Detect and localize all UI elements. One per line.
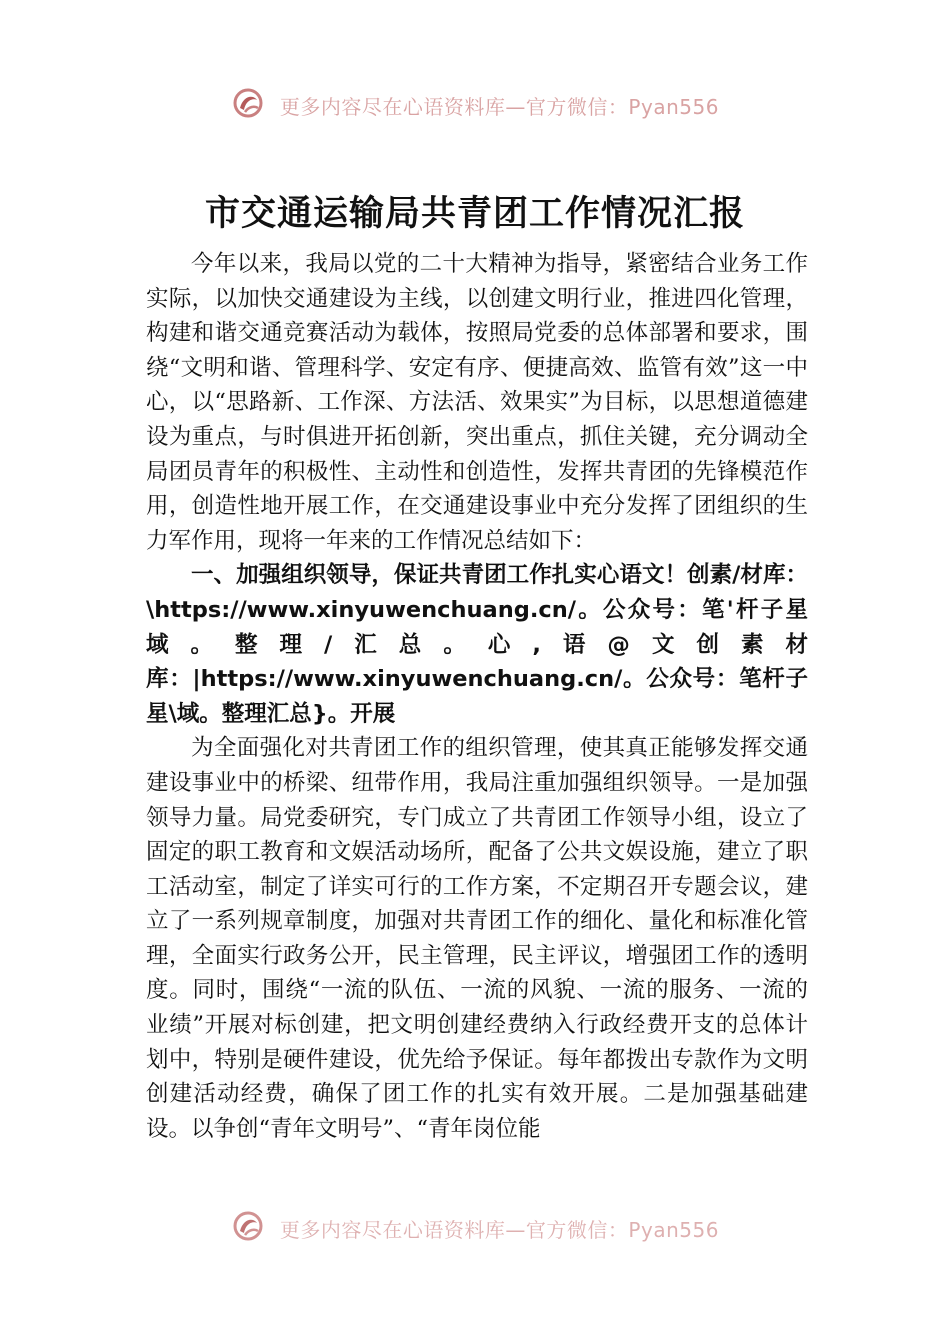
document-body (146, 247, 808, 1146)
section-1-paragraph: 为全面强化对共青团工作的组织管理，使其真正能够发挥交通建设事业中的桥梁、纽带作用，我局注重加强组织领导。一是加强领导力量。局党委研究，专门成立了共青团工作领导小组，设立了固定的职工教育和文娱活动场所，配备了公共文娱设施，建立了职工活动室，制定了详实可行的工作方案，不定期召开专题会议，建立了一系列规章制度，加强对共青团工作的细化、量化和标准化管理，全面实行政务公开，民主管理，民主评议，增强团工作的透明度。同时，围绕“一流的队伍、一流的风貌、一流的服务、一流的业绩”开展对标创建，把文明创建经费纳入行政经费开支的总体计划中，特别是硬件建设，优先给予保证。每年都拨出专款作为文明创建活动经费，确保了团工作的扎实有效开展。二是加强基础建设。以争创“青年文明号”、“青年岗位能 (146, 735, 808, 1142)
footer-watermark (0, 1209, 950, 1248)
watermark-text: 更多内容尽在心语资料库—官方微信：Pyan556 (279, 1218, 719, 1242)
swirl-logo-icon (231, 86, 265, 125)
watermark-text: 更多内容尽在心语资料库—官方微信：Pyan556 (279, 95, 719, 119)
section-heading-1: 一、加强组织领导，保证共青团工作扎实心语文！创素/材库：\https://www.xinyuwenchuang.cn/。公众号：笔'杆子星域。整理/汇总。心,语@文创素材库：|https://www.xinyuwenchuang.cn/。公众号：笔杆子星\域。整理汇总}。开展 (146, 562, 808, 727)
intro-paragraph: 今年以来，我局以党的二十大精神为指导，紧密结合业务工作实际，以加快交通建设为主线，以创建文明行业，推进四化管理，构建和谐交通竞赛活动为载体，按照局党委的总体部署和要求，围绕“文明和谐、管理科学、安定有序、便捷高效、监管有效”这一中心，以“思路新、工作深、方法活、效果实”为目标，以思想道德建设为重点，与时俱进开拓创新，突出重点，抓住关键，充分调动全局团员青年的积极性、主动性和创造性，发挥共青团的先锋模范作用，创造性地开展工作，在交通建设事业中充分发挥了团组织的生力军作用，现将一年来的工作情况总结如下： (146, 251, 808, 554)
document-title: 市交通运输局共青团工作情况汇报 (204, 193, 745, 234)
header-watermark (0, 86, 950, 125)
swirl-logo-icon (231, 1209, 265, 1248)
